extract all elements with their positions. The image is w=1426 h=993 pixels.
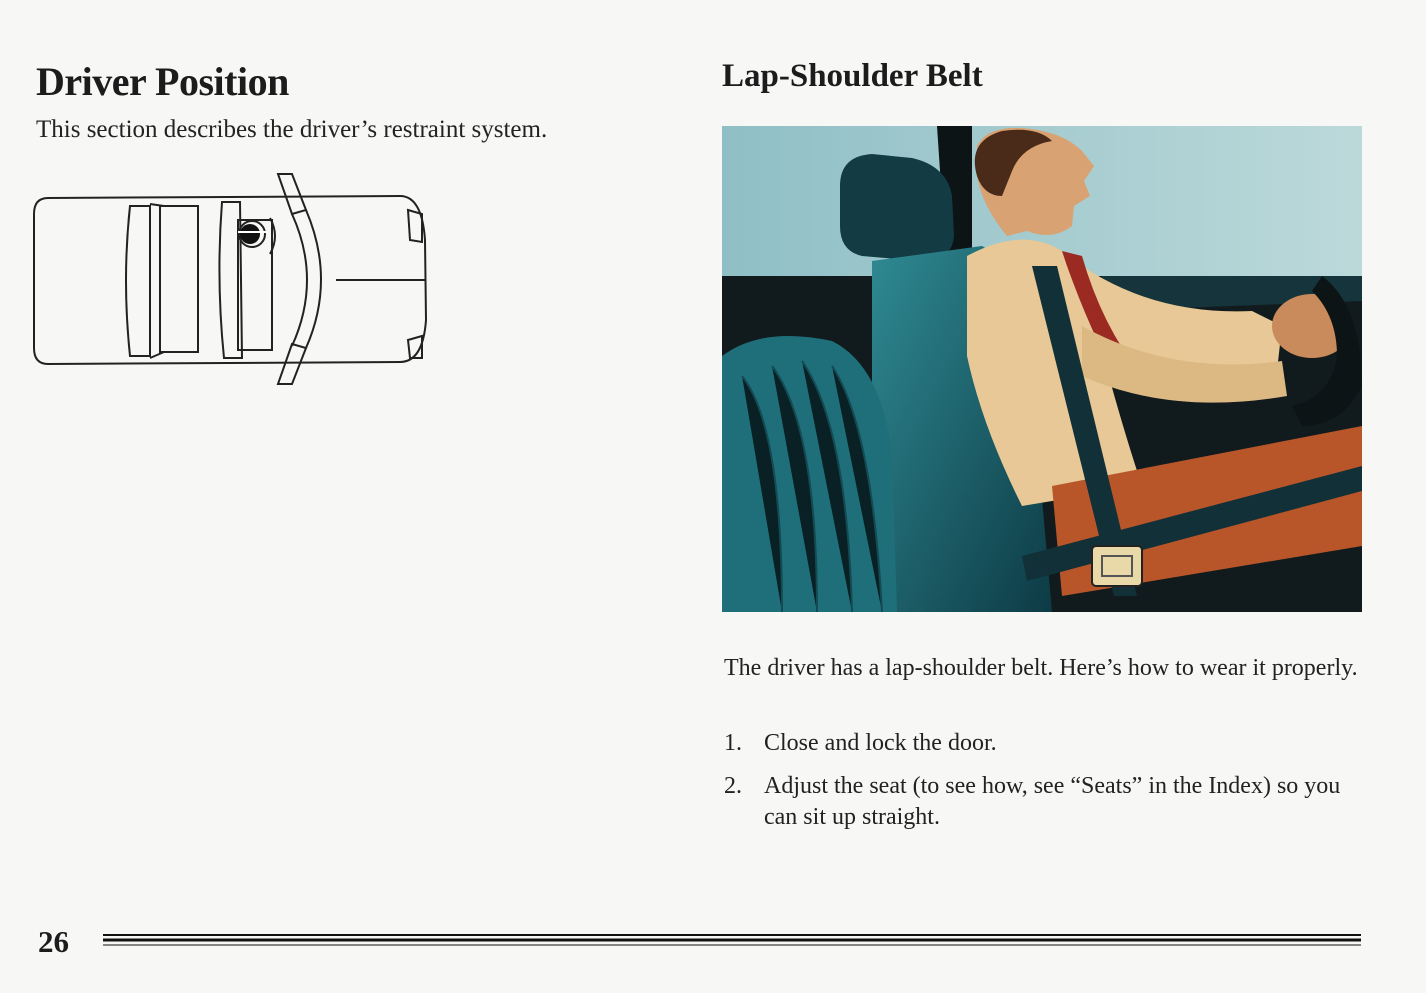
section-intro: This section describes the driver’s restraint system. bbox=[36, 116, 548, 143]
list-item bbox=[724, 771, 1364, 833]
footer-divider bbox=[103, 932, 1361, 948]
belt-intro-text: The driver has a lap-shoulder belt. Here’s how to wear it properly. bbox=[724, 655, 1358, 681]
driver-wearing-belt-illustration bbox=[722, 126, 1362, 612]
headrest bbox=[840, 154, 954, 261]
page-number: 26 bbox=[38, 924, 69, 959]
step-number: 1. bbox=[724, 730, 742, 756]
step-number: 2. bbox=[724, 773, 742, 799]
car-top-view-diagram bbox=[30, 170, 435, 390]
rear-seat-outline bbox=[126, 206, 150, 356]
belt-buckle bbox=[1092, 546, 1142, 586]
driver-seat-marker bbox=[238, 218, 275, 254]
section-title: Driver Position bbox=[36, 59, 289, 104]
instruction-list bbox=[724, 728, 1364, 845]
list-item bbox=[724, 728, 1364, 759]
subsection-title: Lap-Shoulder Belt bbox=[722, 58, 983, 94]
step-text: Close and lock the door. bbox=[764, 730, 997, 756]
step-text: Adjust the seat (to see how, see “Seats” in the Index) so you can sit up straight. bbox=[764, 773, 1341, 830]
